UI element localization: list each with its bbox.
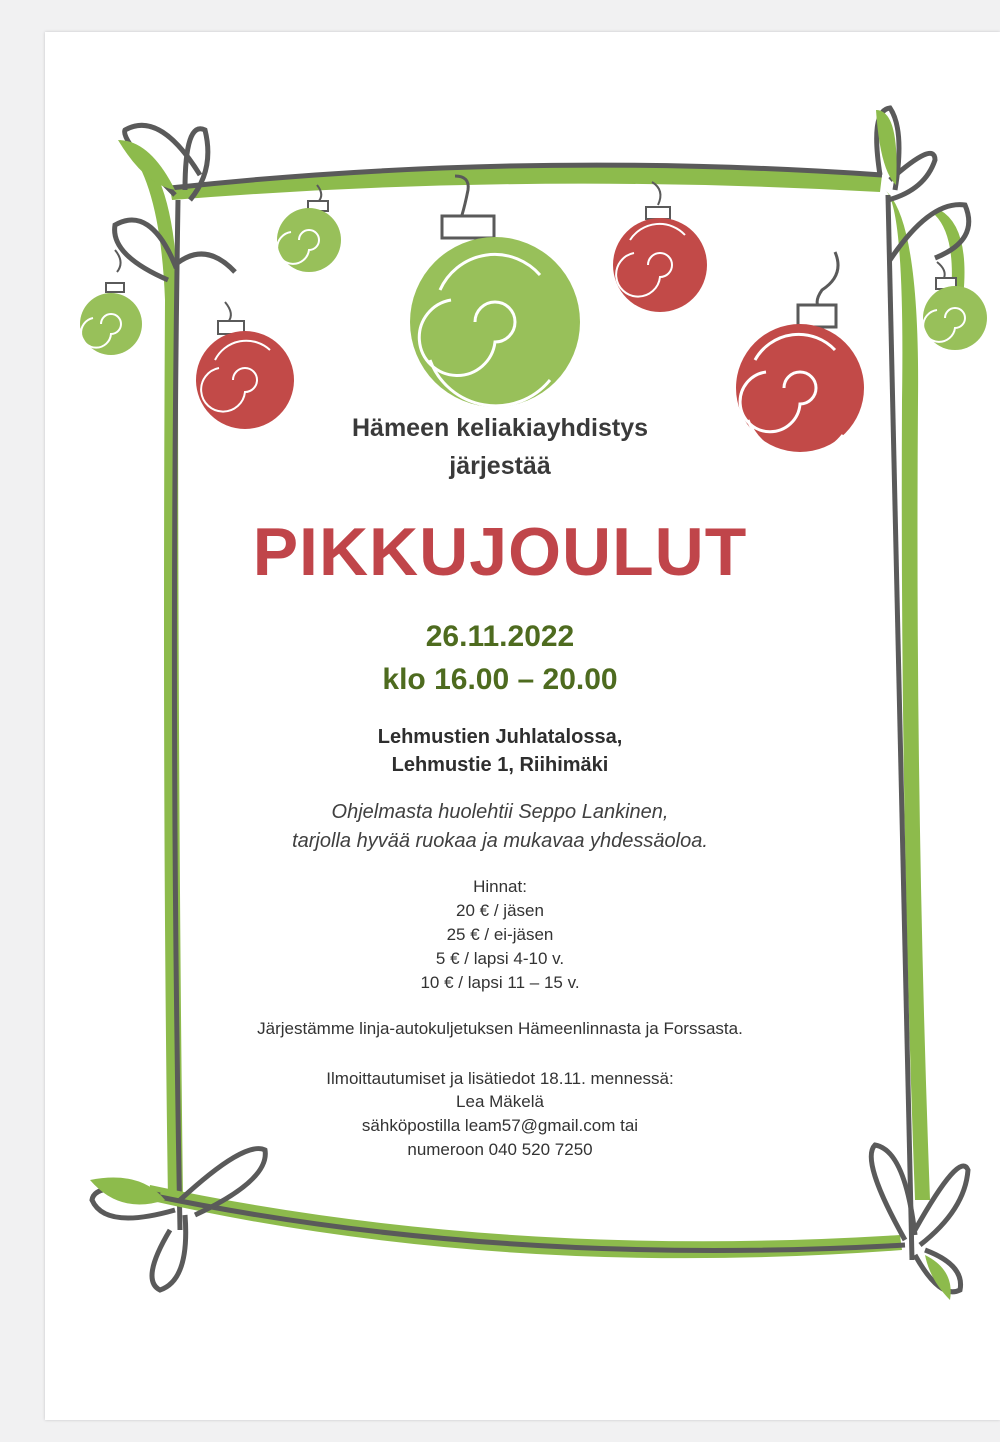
ornament-green-small-top (277, 185, 341, 272)
ornament-green-large-center (410, 176, 580, 407)
event-date: 26.11.2022 (425, 620, 575, 653)
price-item: 20 € / jäsen (456, 901, 544, 920)
ornament-green-far-left (80, 250, 142, 355)
ornament-red-left (196, 302, 294, 429)
event-time: klo 16.00 – 20.00 (382, 663, 618, 696)
program-line-1: Ohjelmasta huolehtii Seppo Lankinen, (331, 801, 669, 823)
event-address: Lehmustie 1, Riihimäki (391, 754, 609, 776)
organizer-verb: järjestää (449, 452, 551, 480)
registration-heading: Ilmoittautumiset ja lisätiedot 18.11. mennessä: (326, 1069, 674, 1088)
price-item: 5 € / lapsi 4-10 v. (435, 949, 565, 968)
contact-phone: numeroon 040 520 7250 (407, 1140, 593, 1159)
event-title: PIKKUJOULUT (252, 514, 748, 590)
contact-email: sähköpostilla leam57@gmail.com tai (361, 1116, 639, 1135)
organizer: Hämeen keliakiayhdistys (352, 414, 648, 442)
price-item: 25 € / ei-jäsen (446, 925, 554, 944)
event-venue: Lehmustien Juhlatalossa, (377, 726, 623, 748)
prices-heading: Hinnat: (473, 877, 527, 896)
contact-name: Lea Mäkelä (456, 1092, 544, 1111)
program-line-2: tarjolla hyvää ruokaa ja mukavaa yhdessäoloa. (292, 830, 708, 852)
ornament-red-top-right (613, 182, 707, 312)
transport-note: Järjestämme linja-autokuljetuksen Hämeenlinnasta ja Forssasta. (257, 1019, 743, 1038)
price-item: 10 € / lapsi 11 – 15 v. (420, 973, 580, 992)
